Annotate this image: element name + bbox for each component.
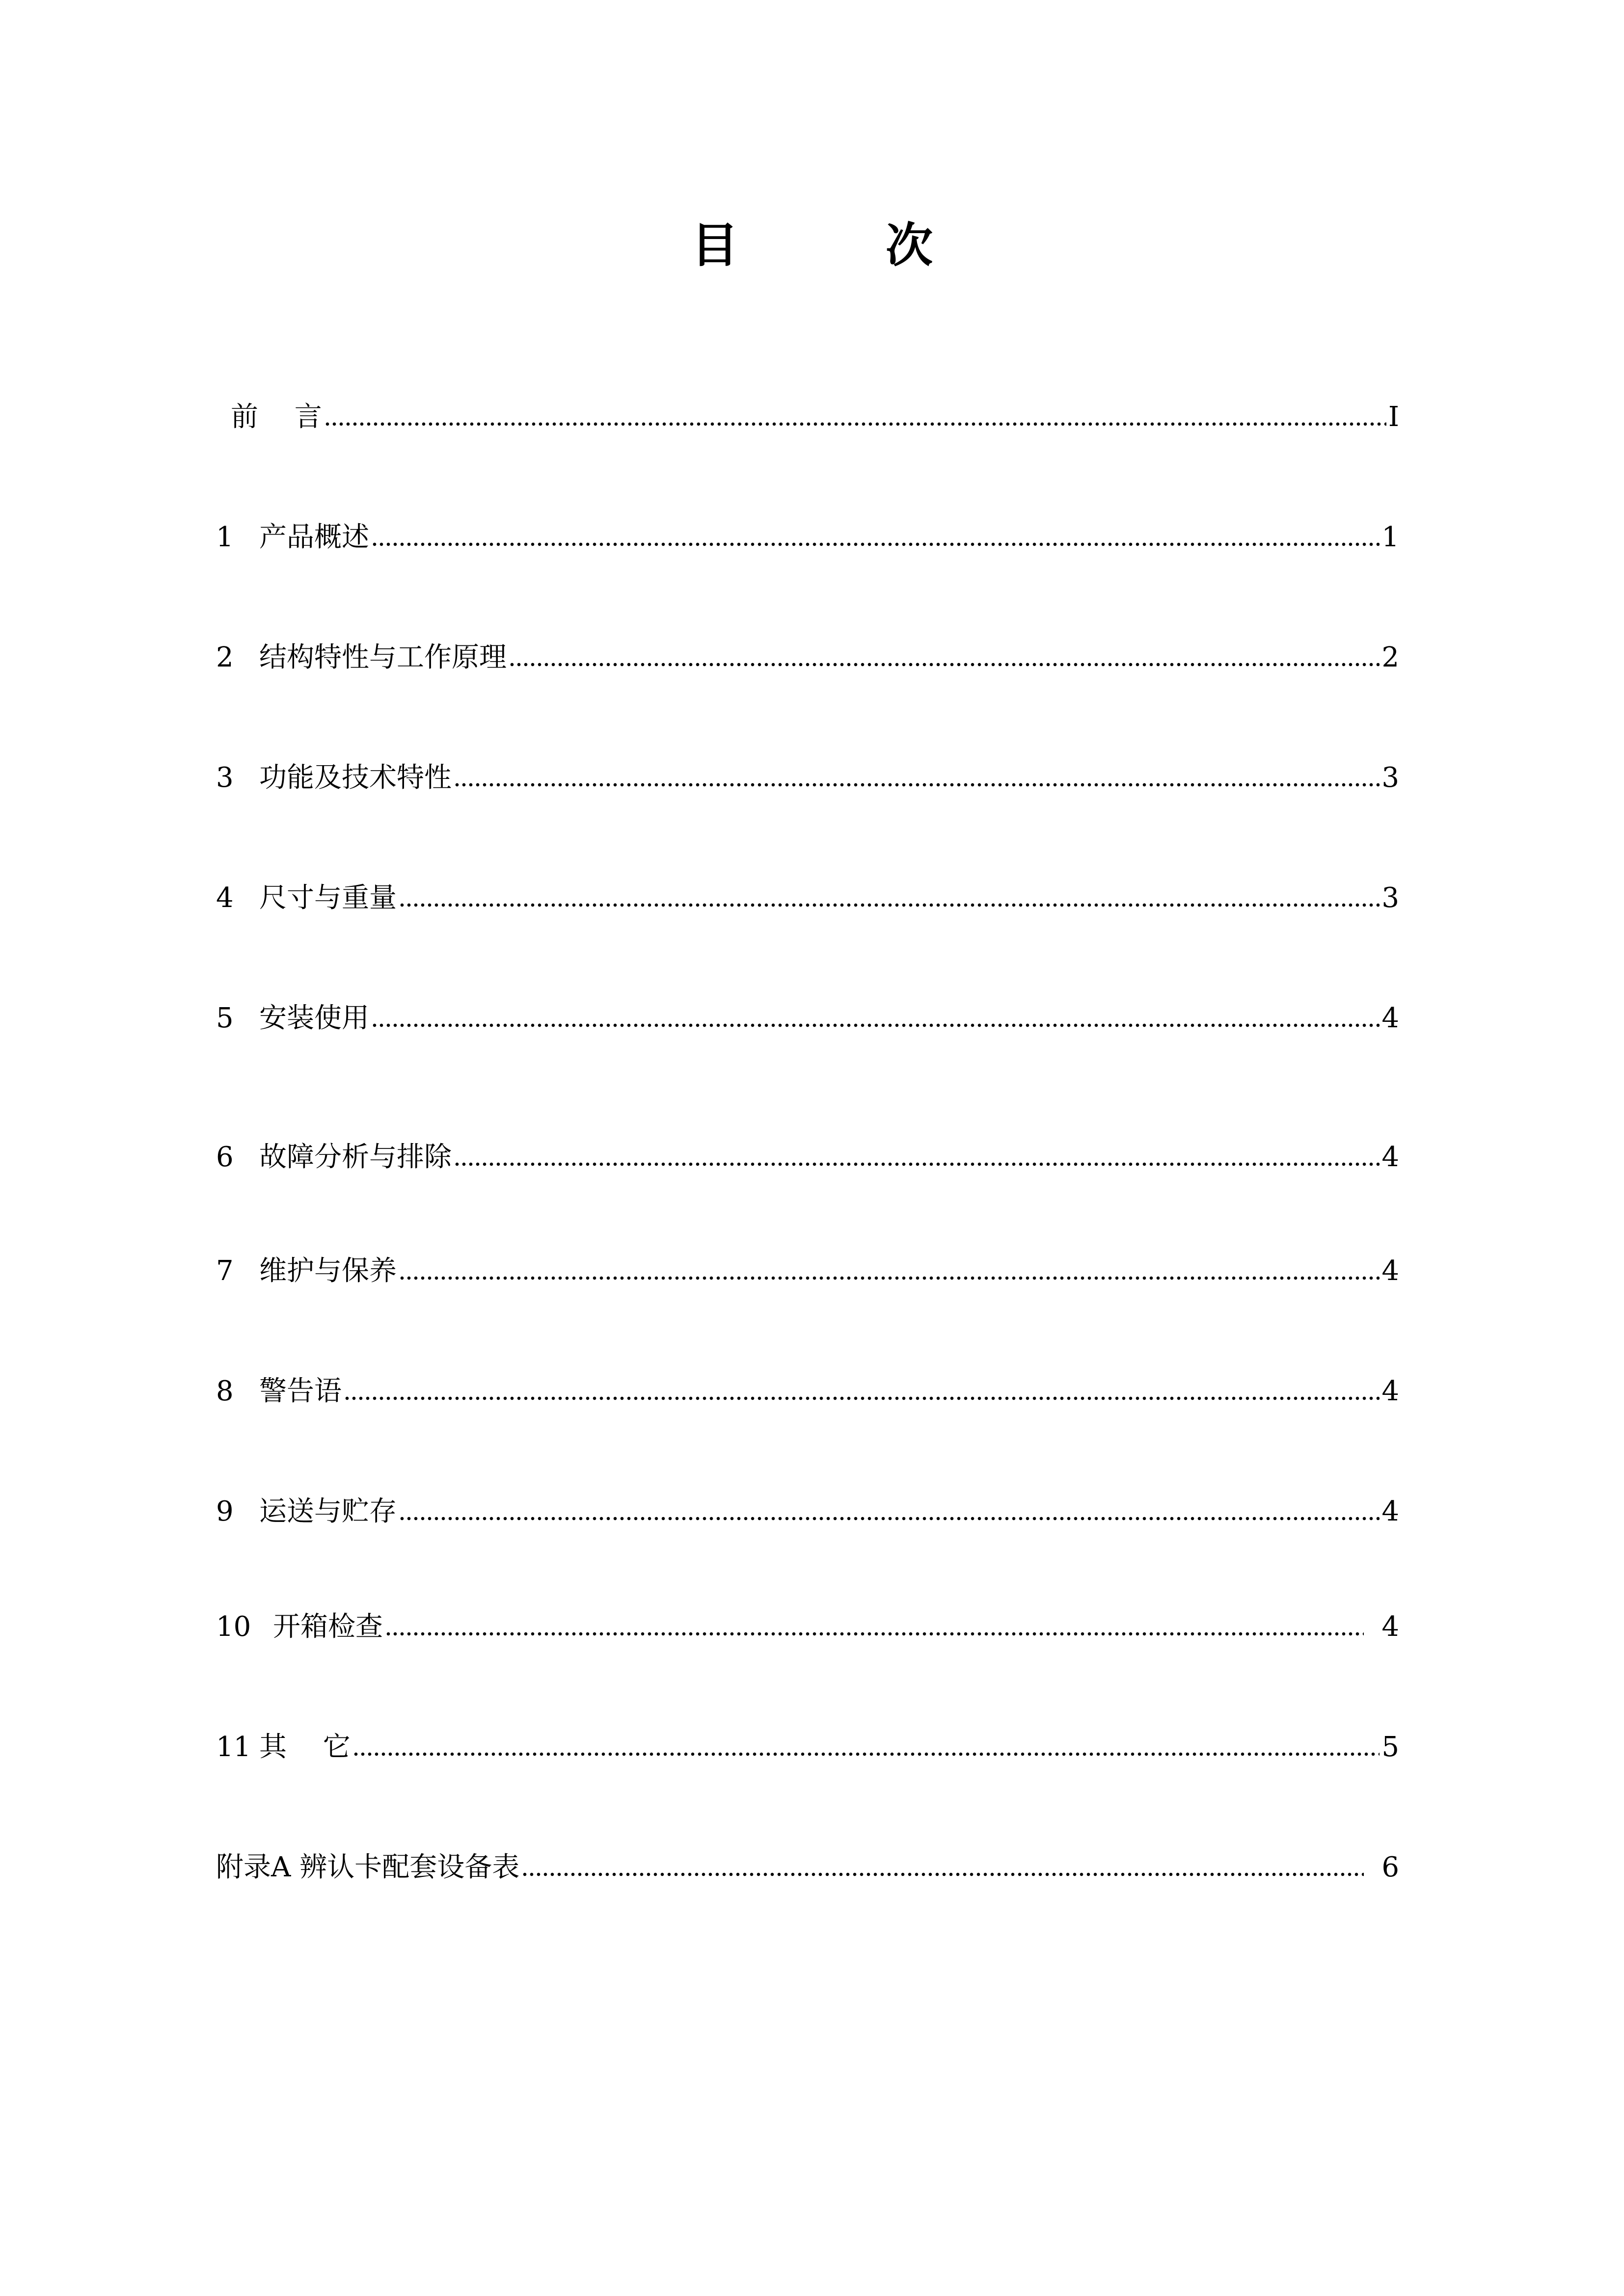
toc-entry-page: 4	[1381, 1375, 1399, 1407]
toc-leader-dots	[324, 398, 1386, 437]
toc-entry-4[interactable]	[216, 879, 1399, 918]
toc-entry-number: 10	[216, 1611, 251, 1643]
toc-entry-10[interactable]	[216, 1607, 1399, 1647]
toc-entry-page: 5	[1381, 1731, 1399, 1763]
toc-entry-8[interactable]	[216, 1372, 1399, 1411]
toc-entry-page: 4	[1381, 1002, 1399, 1034]
toc-leader-dots	[399, 879, 1380, 918]
toc-entry-label: 故障分析与排除	[259, 1141, 452, 1173]
toc-leader-dots	[344, 1372, 1380, 1411]
toc-entry-page: 2	[1381, 641, 1399, 673]
toc-entry-label: 产品概述	[259, 521, 369, 553]
toc-entry-page: I	[1388, 401, 1399, 433]
toc-entry-number: 1	[216, 521, 234, 553]
title-char-1: 目	[691, 218, 738, 273]
toc-entry-number: 4	[216, 882, 234, 914]
toc-entry-page: 3	[1381, 762, 1399, 794]
toc-entry-number: 3	[216, 762, 234, 794]
toc-entry-number: 2	[216, 641, 234, 673]
toc-entry-label: 警告语	[259, 1375, 342, 1407]
toc-entry-page: 4	[1381, 1611, 1399, 1643]
toc-entry-page: 1	[1381, 521, 1399, 553]
toc-leader-dots	[399, 1252, 1380, 1291]
toc-entry-number: 6	[216, 1141, 234, 1173]
toc-leader-dots	[454, 758, 1380, 798]
toc-entry-label: 运送与贮存	[259, 1495, 397, 1527]
toc-entry-label: 其 它	[259, 1731, 351, 1763]
toc-entry-number: 9	[216, 1495, 234, 1527]
toc-entry-number: 5	[216, 1002, 234, 1034]
toc-entry-label: 前 言	[231, 401, 322, 433]
toc-leader-dots	[385, 1607, 1364, 1647]
toc-entry-number: 8	[216, 1375, 234, 1407]
toc-leader-dots	[454, 1138, 1380, 1177]
toc-entry-label: 安装使用	[259, 1002, 369, 1034]
page-title	[0, 216, 1624, 275]
toc-entry-2[interactable]	[216, 638, 1399, 677]
toc-entry-1[interactable]	[216, 518, 1399, 557]
toc-leader-dots	[521, 1848, 1364, 1887]
toc-entry-9[interactable]	[216, 1492, 1399, 1531]
toc-entry-number: 11	[216, 1731, 251, 1763]
toc-entry-6[interactable]	[216, 1138, 1399, 1177]
toc-entry-label: 开箱检查	[273, 1611, 383, 1643]
toc-entry-page: 4	[1381, 1495, 1399, 1527]
toc-leader-dots	[399, 1492, 1380, 1531]
toc-entry-11[interactable]	[216, 1728, 1399, 1767]
toc-leader-dots	[371, 999, 1380, 1038]
toc-entry-page: 4	[1381, 1255, 1399, 1287]
toc-entry-appendix-a[interactable]	[216, 1848, 1399, 1887]
toc-entry-label: 功能及技术特性	[259, 762, 452, 794]
title-char-2: 次	[886, 218, 933, 273]
toc-leader-dots	[352, 1728, 1380, 1767]
toc-entry-label: 附录A 辨认卡配套设备表	[216, 1851, 520, 1883]
toc-entry-number: 7	[216, 1255, 234, 1287]
toc-entry-label: 维护与保养	[259, 1255, 397, 1287]
toc-leader-dots	[371, 518, 1380, 557]
toc-entry-preface[interactable]	[216, 398, 1399, 437]
toc-entry-label: 尺寸与重量	[259, 882, 397, 914]
toc-entry-label: 结构特性与工作原理	[259, 641, 507, 673]
toc-entry-page: 6	[1381, 1851, 1399, 1883]
toc-entry-3[interactable]	[216, 758, 1399, 798]
toc-entry-page: 3	[1381, 882, 1399, 914]
toc-entry-page: 4	[1381, 1141, 1399, 1173]
toc-leader-dots	[509, 638, 1380, 677]
toc-entry-7[interactable]	[216, 1252, 1399, 1291]
toc-entry-5[interactable]	[216, 999, 1399, 1038]
